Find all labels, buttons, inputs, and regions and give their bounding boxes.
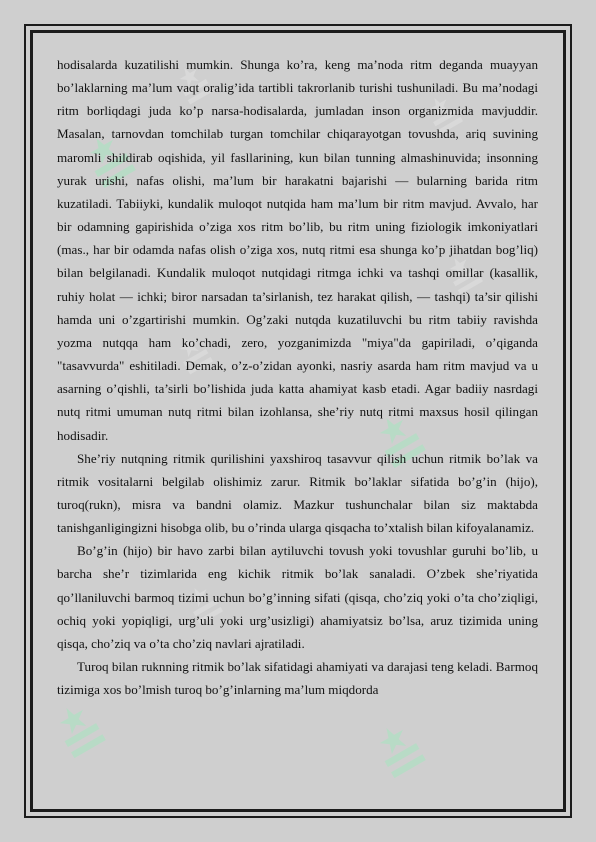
watermark-ghost-mark: ≛ xyxy=(439,250,495,311)
watermark-ghost-mark: ≛ xyxy=(179,580,235,641)
watermark-mark: ≛ xyxy=(76,127,153,211)
watermark-mark: ≛ xyxy=(366,407,443,491)
paragraph: She’riy nutqning ritmik qurilishini yaxshiroq tasavvur qilish uchun ritmik bo’lak va ritmik vositalarni belgilab olishimiz zarur. Ritmik bo’laklar sifatida bo’g’in (hijo), turoq(rukn), misra va bandni olamiz. Mazkur tushunchalar bilan siz maktabda tanishganligingizni hisobga olib, bu o’rinda ularga qisqacha to’xtalish bilan kifoyalanamiz. xyxy=(57,450,538,536)
watermark-mark: ≛ xyxy=(366,717,443,801)
paragraph: hodisalarda kuzatilishi mumkin. Shunga ko’ra, keng ma’noda ritm deganda muayyan bo’laklarning ma’lum vaqt oralig’ida tartibli takrorlanib turishi tushuniladi. Bu ma’nodagi ritm borliqdagi juda ko’p narsa-hodisalarda, jumladan inson organizmida mavjuddir. Masalan, tarnovdan tomchilab turgan tomchilar chiqarayotgan tovushda, ariq suvining maromli shildirab oqishida, yil fasllarining, kun bilan tunning almashinuvida; insonning yurak urishi, nafas olishi, ma’lum bir harakatni bajarishi — bularning barida ritm kuzatiladi. Tabiiyki, kundalik muloqot nutqida ham ma’lum bir ritm mavjud. Avvalo, har bir odamning gapirishida o’ziga xos ritm bo’lib, bu ritm uning fiziologik imkoniyatlari (mas., har bir odamda nafas olish o’ziga xos, nutq ritmi esa shunga ko’p jihatdan bog’liq) bilan belgilanadi. Kundalik muloqot nutqidagi ritmga ichki va tashqi omillar (kasallik, ruhiy holat — ichki; biror narsadan ta’sirlanish, tez harakat qilish, — tashqi) ta’sir qilishi hamda uni o’zgartirishi mumkin. Og’zaki nutqda kuzatiluvchi bu ritm tabiiy ravishda yozma nutqqa ham ko’chadi, zero, yozganimizda "miya"da gapiriladi, o’qiganda "tasavvurda" eshitiladi. Demak, o’z-o’zidan ayonki, nasriy asarda ham ritm mavjud va u asarning o’qishli, ta’sirli bo’lishida juda katta ahamiyat kasb etadi. Agar badiiy nasrdagi nutq ritmi umuman nutq ritmi bilan izohlansa, she’riy nutq ritmi maxsus hosil qilingan hodisadir. xyxy=(57,57,538,443)
watermark-ghost-mark: ≛ xyxy=(169,60,225,121)
paragraph: Bo’g’in (hijo) bir havo zarbi bilan aytiluvchi tovush yoki tovushlar guruhi bo’lib, u barcha she’r tizimlarida eng kichik ritmik bo’lak sanaladi. O’zbek she’riyatida qo’llaniluvchi barmoq tizimi uchun bo’g’inning sifati (qisqa, cho’ziq yoki o’ta cho’ziqligi, ochiq yoki yopiqligi, urg’uli yoki urg’usizligi) ahamiyatsiz bo’lsa, aruz tizimida uning qisqa, cho’ziq va o’ta cho’ziq navlari ajratiladi. xyxy=(57,543,538,651)
watermark-mark: ≛ xyxy=(46,697,123,781)
document-body xyxy=(57,53,538,701)
watermark-ghost-mark: ≛ xyxy=(169,330,225,391)
watermark-ghost-mark: ≛ xyxy=(419,90,475,151)
paragraph: Turoq bilan ruknning ritmik bo’lak sifatidagi ahamiyati va darajasi teng keladi. Barmoq tizimiga xos bo’lmish turoq bo’g’inlarning ma’lum miqdorda xyxy=(57,659,538,698)
